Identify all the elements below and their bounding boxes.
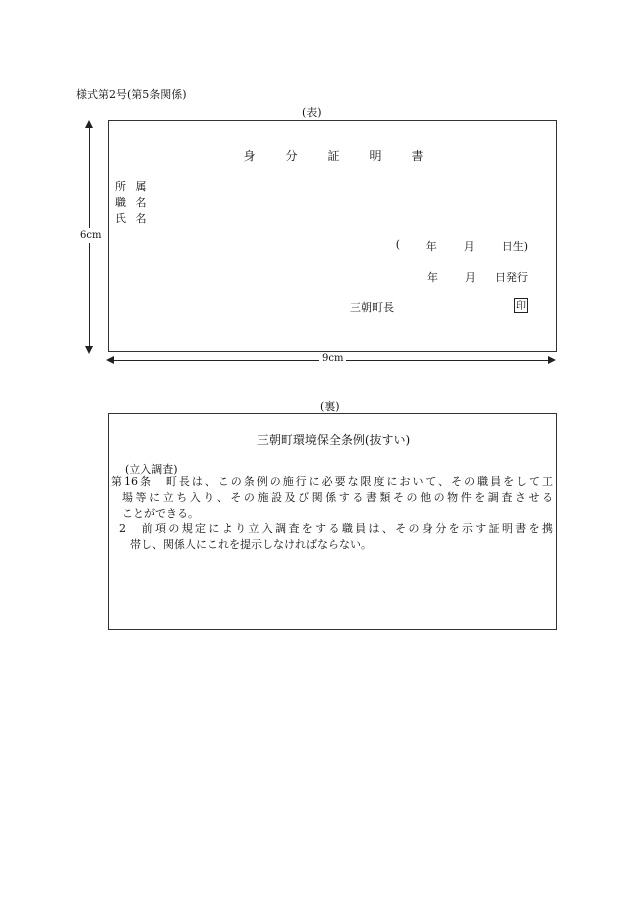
ordinance-title: 三朝町環境保全条例(抜すい) [256,433,411,447]
issue-day-label: 日発行 [495,271,528,284]
paragraph-2-line: 2 前項の規定により立入調査をする職員は、その身分を示す証明書を携 [119,522,553,535]
birth-day-label: 日生) [501,240,528,253]
issue-month-label: 月 [465,271,476,284]
paragraph-2-text [119,521,553,553]
card-title-char: 分 [285,149,298,163]
form-number-label: 様式第2号(第5条関係) [76,88,187,101]
issue-year-label: 年 [427,271,438,284]
birth-month-label: 月 [463,240,475,253]
id-card-back [108,413,557,630]
birth-open-paren: ( [395,238,400,251]
article-16-line: 第16条 町長は、この条例の施行に必要な限度において、その職員をして工 [111,475,553,488]
id-card-front [108,120,557,352]
card-title-char: 身 [243,149,256,163]
front-side-caption: (表) [302,106,322,119]
paragraph-2-line: 帯し、関係人にこれを提示しなければならない。 [130,538,372,551]
article-16-line: ことができる。 [122,507,199,520]
width-dimension-label: 9cm [319,353,346,364]
card-title [109,147,558,164]
height-dimension-label: 6cm [80,230,102,241]
card-title-char: 書 [411,149,424,163]
article-16-line: 場等に立ち入り、その施設及び関係する書類その他の物件を調査させる [122,491,553,504]
arrow-down-icon [85,346,93,354]
birth-year-label: 年 [425,240,437,253]
arrow-left-icon [106,356,114,364]
card-title-char: 証 [327,149,340,163]
card-title-char: 明 [369,149,382,163]
issue-date-line [427,269,528,285]
article-16-text [111,474,553,522]
field-position-label: 職 名 [115,196,150,209]
arrow-up-icon [85,120,93,128]
arrow-right-icon [548,356,556,364]
issuer-mayor-label: 三朝町長 [350,301,394,314]
birth-date-line [396,238,528,254]
seal-mark: 印 [514,298,528,313]
field-name-label: 氏 名 [115,212,150,225]
field-affiliation-label: 所 属 [115,180,150,193]
back-side-caption: (裏) [320,400,340,413]
article-heading: (立入調査) [125,463,178,476]
